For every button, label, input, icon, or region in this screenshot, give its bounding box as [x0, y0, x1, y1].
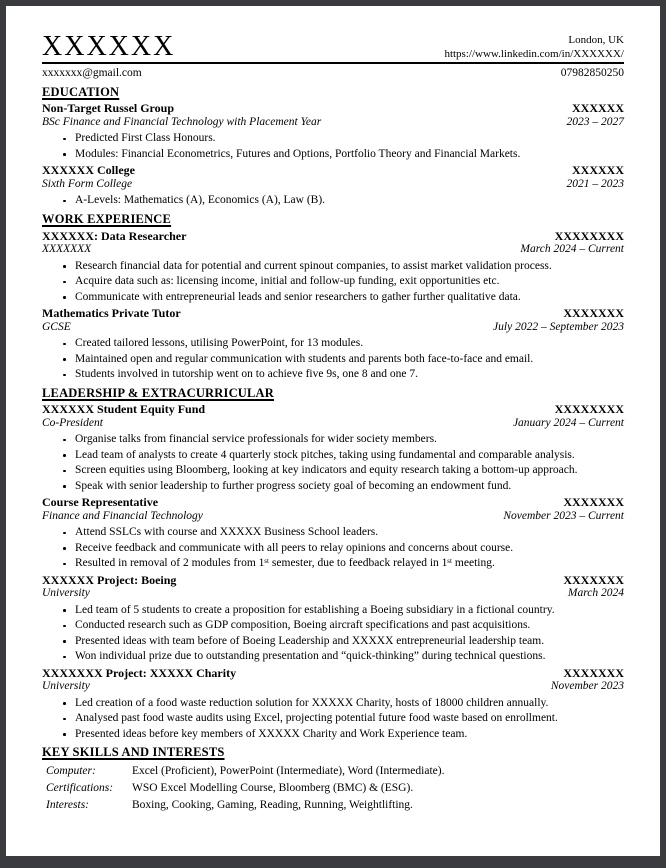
entry-sub-row — [42, 178, 624, 192]
entry-org-right: XXXXXXXX — [554, 402, 624, 417]
entry-dates: 2023 – 2027 — [566, 115, 624, 128]
entry-head-row — [42, 667, 624, 681]
bullet-item: Predicted First Class Honours. — [62, 131, 624, 147]
resume-entry — [42, 667, 624, 743]
candidate-name: XXXXXX — [42, 31, 176, 62]
section-title: WORK EXPERIENCE — [42, 211, 172, 226]
header-top-row — [42, 32, 624, 61]
bullet-item: Led team of 5 students to create a proposition for establishing a Boeing subsidiary in a fictional country. — [62, 603, 624, 619]
bullet-list — [62, 696, 624, 743]
section-work-experience — [42, 212, 624, 383]
bullet-item: Research financial data for potential and current spinout companies, to assist market validation process. — [62, 259, 624, 275]
entry-head-row — [42, 403, 624, 417]
entry-org: Course Representative — [42, 495, 159, 510]
entry-dates: November 2023 – Current — [503, 509, 624, 522]
resume-entry — [42, 102, 624, 162]
skill-value: Excel (Proficient), PowerPoint (Intermediate), Word (Intermediate). — [132, 764, 445, 777]
bullet-item: Presented ideas before key members of XXXXX Charity and Work Experience team. — [62, 727, 624, 743]
resume-entry — [42, 307, 624, 383]
bullet-item: Organise talks from financial service professionals for wider society members. — [62, 432, 624, 448]
skill-label: Certifications: — [46, 781, 114, 794]
bullet-item: Modules: Financial Econometrics, Futures and Options, Portfolio Theory and Financial Markets. — [62, 147, 624, 163]
resume-header — [42, 32, 624, 82]
header-right-block — [444, 33, 624, 61]
entry-head-row — [42, 102, 624, 116]
bullet-list — [62, 259, 624, 306]
bullet-list — [62, 432, 624, 494]
bullet-item: Created tailored lessons, utilising PowerPoint, for 13 modules. — [62, 336, 624, 352]
skill-row — [42, 797, 624, 814]
entry-org: XXXXXX College — [42, 163, 135, 178]
entry-role: Finance and Financial Technology — [42, 509, 203, 522]
entry-org: Non-Target Russel Group — [42, 101, 175, 116]
bullet-item: A-Levels: Mathematics (A), Economics (A), Law (B). — [62, 193, 624, 209]
bullet-item: Led creation of a food waste reduction solution for XXXXX Charity, hosts of 18000 children annually. — [62, 696, 624, 712]
entry-head-row — [42, 574, 624, 588]
bullet-list — [62, 336, 624, 383]
bullet-list — [62, 525, 624, 572]
entry-org-right: XXXXXXX — [563, 306, 624, 321]
skill-value: Boxing, Cooking, Gaming, Reading, Running, Weightlifting. — [132, 798, 413, 811]
entry-role: XXXXXXX — [42, 243, 92, 256]
entry-sub-row — [42, 321, 624, 335]
skill-row — [42, 763, 624, 780]
bullet-item: Acquire data such as: licensing income, initial and follow-up funding, exit opportunities etc. — [62, 274, 624, 290]
entry-dates: March 2024 – Current — [520, 243, 624, 256]
skill-value: WSO Excel Modelling Course, Bloomberg (BMC) & (ESG). — [132, 781, 414, 794]
resume-entry — [42, 403, 624, 494]
entry-sub-row — [42, 417, 624, 431]
entry-sub-row — [42, 116, 624, 130]
bullet-item: Receive feedback and communicate with all peers to relay opinions and concerns about course. — [62, 541, 624, 557]
section-key-skills-and-interests — [42, 745, 624, 814]
entry-head-row — [42, 307, 624, 321]
entry-org: XXXXXX Student Equity Fund — [42, 402, 206, 417]
section-title: KEY SKILLS AND INTERESTS — [42, 745, 225, 760]
bullet-item: Resulted in removal of 2 modules from 1ˢᵗ semester, due to feedback relayed in 1ˢᵗ meeting. — [62, 556, 624, 572]
bullet-item: Won individual prize due to outstanding presentation and “quick-thinking” during technical questions. — [62, 649, 624, 665]
resume-body — [42, 85, 624, 814]
bullet-item: Lead team of analysts to create 4 quarterly stock pitches, taking using fundamental and comparable analysis. — [62, 448, 624, 464]
linkedin-url[interactable]: https://www.linkedin.com/in/XXXXXX/ — [444, 48, 624, 61]
bullet-item: Screen equities using Bloomberg, looking at key indicators and equity research taking a bottom-up approach. — [62, 463, 624, 479]
bullet-list — [62, 131, 624, 162]
entry-dates: March 2024 — [567, 587, 624, 600]
entry-org-right: XXXXXXX — [563, 572, 624, 587]
bullet-item: Conducted research such as GDP composition, Boeing aircraft specifications and past acquisitions. — [62, 618, 624, 634]
section-title: LEADERSHIP & EXTRACURRICULAR — [42, 385, 275, 400]
entry-org-right: XXXXXXX — [563, 665, 624, 680]
entry-role: Sixth Form College — [42, 177, 133, 190]
bullet-item: Speak with senior leadership to further progress society goal of becoming an endowment fund. — [62, 479, 624, 495]
skill-row — [42, 780, 624, 797]
bullet-item: Analysed past food waste audits using Excel, projecting potential future food waste based on enrollment. — [62, 711, 624, 727]
entry-dates: July 2022 – September 2023 — [493, 320, 624, 333]
header-contact-row — [42, 64, 624, 81]
resume-entry — [42, 496, 624, 572]
entry-sub-row — [42, 243, 624, 257]
entry-role: GCSE — [42, 320, 71, 333]
entry-org: Mathematics Private Tutor — [42, 306, 181, 321]
entry-dates: November 2023 — [550, 680, 624, 693]
entry-dates: January 2024 – Current — [512, 416, 624, 429]
section-leadership-extracurricular — [42, 386, 624, 743]
entry-org: XXXXXX: Data Researcher — [42, 228, 187, 243]
entry-org: XXXXXX Project: Boeing — [42, 572, 177, 587]
entry-org-right: XXXXXXX — [563, 495, 624, 510]
pdf-viewer-background — [0, 6, 666, 868]
entry-head-row — [42, 230, 624, 244]
bullet-item: Students involved in tutorship went on to achieve five 9s, one 8 and one 7. — [62, 367, 624, 383]
entry-role: BSc Finance and Financial Technology with Placement Year — [42, 115, 322, 128]
bullet-item: Attend SSLCs with course and XXXXX Business School leaders. — [62, 525, 624, 541]
email-text[interactable]: xxxxxxx@gmail.com — [42, 67, 142, 80]
bullet-item: Maintained open and regular communication with students and parents both face-to-face and email. — [62, 352, 624, 368]
entry-org-right: XXXXXX — [572, 101, 624, 116]
resume-entry — [42, 230, 624, 306]
entry-sub-row — [42, 587, 624, 601]
entry-head-row — [42, 164, 624, 178]
bullet-list — [62, 603, 624, 665]
entry-sub-row — [42, 680, 624, 694]
section-education — [42, 85, 624, 209]
entry-org: XXXXXXX Project: XXXXX Charity — [42, 665, 237, 680]
entry-role: Co-President — [42, 416, 103, 429]
phone-number: 07982850250 — [560, 67, 624, 80]
resume-entry — [42, 164, 624, 209]
skill-label: Interests: — [46, 798, 90, 811]
bullet-item: Presented ideas with team before of Boeing Leadership and XXXXX entrepreneurial leadership team. — [62, 634, 624, 650]
entry-role: University — [42, 587, 90, 600]
entry-org-right: XXXXXXXX — [554, 228, 624, 243]
resume-entry — [42, 574, 624, 665]
location-text: London, UK — [568, 34, 624, 47]
bullet-list — [62, 193, 624, 209]
section-title: EDUCATION — [42, 84, 120, 99]
resume-document — [6, 6, 660, 856]
entry-head-row — [42, 496, 624, 510]
entry-org-right: XXXXXX — [572, 163, 624, 178]
skill-label: Computer: — [46, 764, 96, 777]
entry-role: University — [42, 680, 90, 693]
entry-sub-row — [42, 510, 624, 524]
bullet-item: Communicate with entrepreneurial leads and senior researchers to gather further qualitative data. — [62, 290, 624, 306]
entry-dates: 2021 – 2023 — [566, 177, 624, 190]
